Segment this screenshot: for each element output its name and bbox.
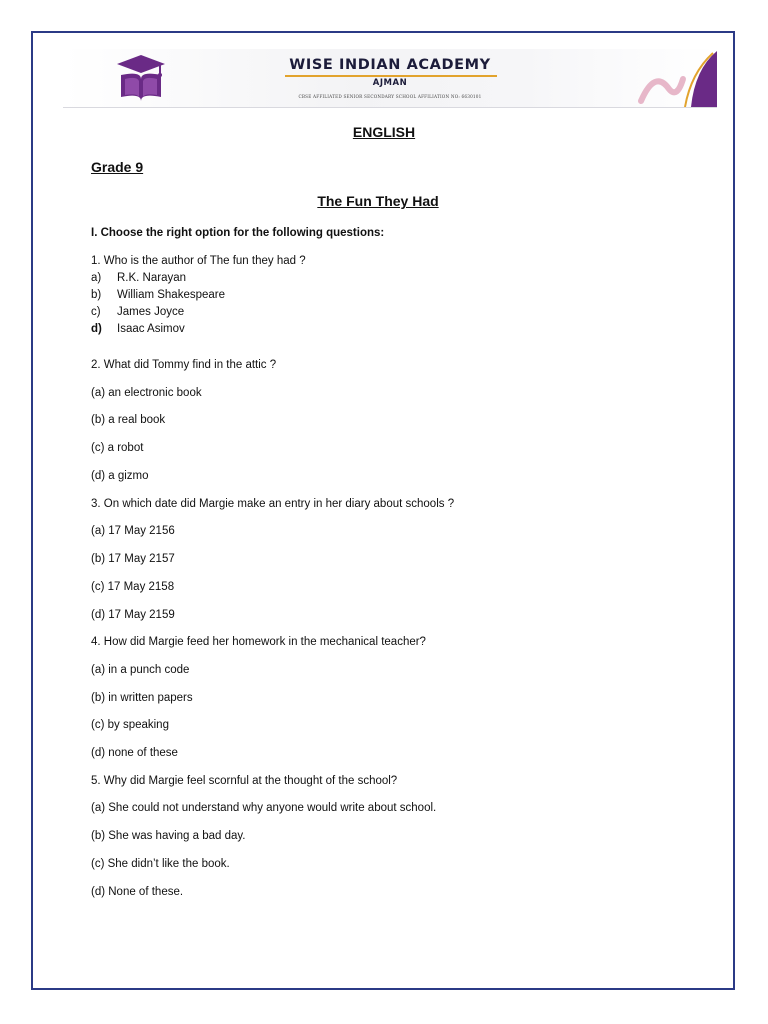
question-2: 2. What did Tommy find in the attic ? <box>91 359 277 371</box>
q2-option: (a) an electronic book <box>91 387 202 399</box>
q1-option-letter: c) <box>91 306 101 318</box>
question-1: 1. Who is the author of The fun they had ? <box>91 255 306 267</box>
q4-option: (d) none of these <box>91 747 178 759</box>
q3-option: (b) 17 May 2157 <box>91 553 175 565</box>
q5-option: (a) She could not understand why anyone would write about school. <box>91 802 437 814</box>
q3-option: (d) 17 May 2159 <box>91 609 175 621</box>
q1-option-letter-answer: d) <box>91 323 102 335</box>
school-name-underline <box>285 75 497 77</box>
school-city: AJMAN <box>372 78 408 88</box>
q1-option-text: Isaac Asimov <box>117 323 185 335</box>
q2-option: (d) a gizmo <box>91 470 149 482</box>
q2-option: (b) a real book <box>91 414 166 426</box>
q1-option-letter: a) <box>91 272 102 284</box>
q4-option: (c) by speaking <box>91 719 169 731</box>
question-5: 5. Why did Margie feel scornful at the thought of the school? <box>91 775 398 787</box>
lesson-title: The Fun They Had <box>317 193 439 209</box>
q1-option-text: R.K. Narayan <box>117 272 187 284</box>
q1-option-letter: b) <box>91 289 102 301</box>
q5-option: (d) None of these. <box>91 886 184 898</box>
q3-option: (a) 17 May 2156 <box>91 525 175 537</box>
q4-option: (b) in written papers <box>91 692 193 704</box>
decorative-swirl-icon <box>621 49 717 107</box>
school-name: WISE INDIAN ACADEMY <box>289 57 491 73</box>
affiliation-line: CBSE AFFILIATED SENIOR SECONDARY SCHOOL AFFILIATION NO: 6630101 <box>298 94 482 99</box>
q1-option-text: William Shakespeare <box>117 289 226 301</box>
q1-option-text: James Joyce <box>117 306 185 318</box>
q3-option: (c) 17 May 2158 <box>91 581 175 593</box>
q2-option: (c) a robot <box>91 442 144 454</box>
question-3: 3. On which date did Margie make an entry in her diary about schools ? <box>91 498 455 510</box>
subject-heading: ENGLISH <box>352 124 416 140</box>
q5-option: (c) She didn’t like the book. <box>91 858 230 870</box>
q4-option: (a) in a punch code <box>91 664 190 676</box>
q5-option: (b) She was having a bad day. <box>91 830 246 842</box>
section-instruction: I. Choose the right option for the following questions: <box>91 227 385 239</box>
question-4: 4. How did Margie feed her homework in the mechanical teacher? <box>91 636 426 648</box>
graduation-cap-book-logo-icon <box>115 53 167 103</box>
letterhead-banner <box>63 49 717 108</box>
grade-heading: Grade 9 <box>91 159 144 175</box>
